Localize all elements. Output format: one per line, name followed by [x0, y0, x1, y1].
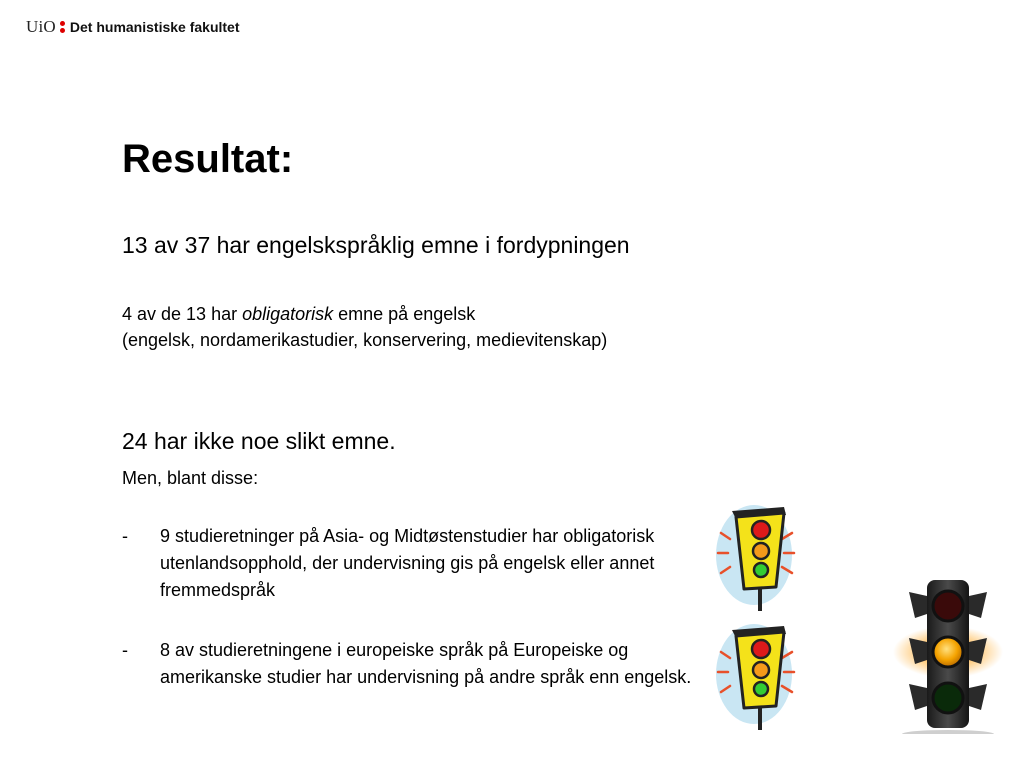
bullet-text: 9 studieretninger på Asia- og Midtøstenstudier har obligatorisk utenlandsopphold, der undervisning gis på engelsk eller annet fremmedspråk: [160, 526, 655, 600]
bullet-text: 8 av studieretningene i europeiske språk på Europeiske og amerikanske studier har undervisning på andre språk enn engelsk.: [160, 640, 692, 687]
logo-dot-top: [60, 21, 65, 26]
line2-before: 4 av de 13 har: [122, 304, 243, 324]
uio-logo-dots-icon: [60, 20, 65, 34]
slide-title: Resultat:: [122, 137, 294, 181]
statistic-line-1: 13 av 37 har engelskspråklig emne i fordypningen: [122, 232, 630, 258]
traffic-light-amber-icon: [893, 574, 1003, 734]
statistic-line-3: 24 har ikke noe slikt emne.: [122, 428, 396, 454]
logo-dot-bottom: [60, 28, 65, 33]
bullet-item-2: [122, 637, 702, 691]
line2-emphasis: obligatorisk: [242, 304, 334, 324]
uio-logo-text: UiO: [26, 17, 56, 36]
statistic-line-2-main: [122, 301, 607, 327]
statistic-line-2: [122, 301, 607, 353]
bullet-marker: -: [122, 526, 128, 546]
slide-header: [26, 15, 240, 39]
faculty-name: Det humanistiske fakultet: [69, 19, 240, 35]
bullet-marker: -: [122, 640, 128, 660]
bullet-item-1: [122, 523, 702, 604]
line2-after: emne på engelsk: [333, 304, 476, 324]
statistic-line-2-detail: (engelsk, nordamerikastudier, konservering, medievitenskap): [122, 330, 608, 350]
traffic-light-clipart-icon: [714, 503, 804, 613]
traffic-light-clipart-icon: [714, 622, 804, 732]
statistic-line-4: Men, blant disse:: [122, 468, 259, 488]
